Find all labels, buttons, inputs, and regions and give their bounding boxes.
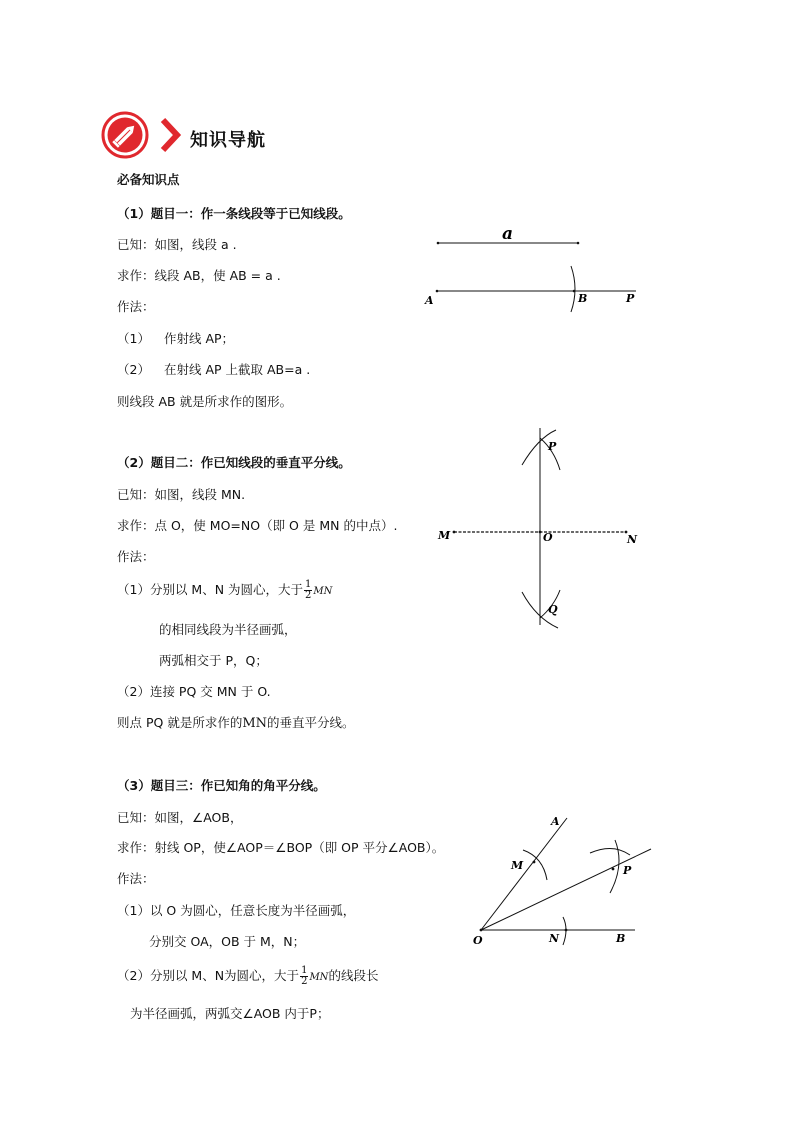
mn-variable: MN [313,586,333,597]
figure-segment-copy [420,218,660,318]
problem-3-known: 已知：如图，∠AOB， [117,810,243,825]
problem-1-method: 作法： [117,299,155,314]
problem-1-step-2: 在射线 AP 上截取 AB=a . [164,362,311,377]
mn-text: MN [242,716,268,731]
label-a: a [502,224,514,244]
chevron-right-icon [158,117,182,153]
label-P: P [626,292,635,305]
label-N: N [627,533,638,546]
label-M: M [438,529,451,542]
figure-angle-bisector [465,805,665,955]
problem-2-find: 求作：点 O，使 MO=NO（即 O 是 MN 的中点）. [117,518,398,533]
problem-2-title: （2）题目二：作已知线段的垂直平分线。 [117,455,351,470]
problem-2-step-1 [117,580,332,601]
problem-2-step-1-cont-2: 两弧相交于 P，Q； [159,653,268,668]
label-O: O [473,934,483,947]
problem-1-find: 求作：线段 AB，使 AB = a . [117,268,281,283]
problem-2-step-1-cont: 的相同线段为半径画弧， [159,622,297,637]
label-O: O [543,531,553,544]
mn-variable: MN [309,972,329,983]
label-P: P [623,864,632,877]
problem-2-step-1-text: （1）分别以 M、N 为圆心，大于 [117,582,304,597]
label-A: A [425,294,434,307]
problem-3-title: （3）题目三：作已知角的角平分线。 [117,778,326,793]
problem-3-step-2: （2）分别以 M、N为圆心，大于 $\frac{1}{2}$ MN的线段长 [117,965,379,987]
problem-1-title: （1）题目一：作一条线段等于已知线段。 [117,206,351,221]
problem-2-method: 作法： [117,549,155,564]
problem-1-step-1: 作射线 AP； [164,331,235,346]
problem-1-known: 已知：如图，线段 a . [117,237,237,252]
problem-2-step-2: （2）连接 PQ 交 MN 于 O. [117,684,271,699]
problem-1-conclusion: 则线段 AB 就是所求作的图形。 [117,394,293,409]
figure-perpendicular-bisector [430,420,650,635]
problem-3-find: 求作：射线 OP，使∠AOP＝∠BOP（即 OP 平分∠AOB）。 [117,840,445,855]
label-B: B [616,932,626,945]
problem-3-step-1: （1）以 O 为圆心，任意长度为半径画弧， [117,903,356,918]
label-B: B [578,292,588,305]
subheading: 必备知识点 [117,172,180,187]
problem-3-step-1-cont: 分别交 OA，OB 于 M，N； [149,934,306,949]
label-Q: Q [548,603,558,616]
problem-2-known: 已知：如图，线段 MN. [117,487,246,502]
problem-3-step-2-cont: 为半径画弧，两弧交∠AOB 内于P； [130,1006,330,1021]
problem-2-conclusion: 则点 PQ 就是所求作的MN的垂直平分线。 [117,715,355,731]
problem-3-method: 作法： [117,871,155,886]
fraction-half: $\frac{1}{2}$ [305,579,312,601]
label-M: M [511,859,524,872]
section-title: 知识导航 [190,130,266,151]
problem-1-step-1-num: （1） [117,331,150,346]
label-N: N [549,932,560,945]
label-P: P [548,440,557,453]
fraction-half: $\frac{1}{2}$ [301,965,308,987]
pencil-icon [100,110,150,160]
label-A: A [551,815,560,828]
problem-1-step-2-num: （2） [117,362,150,377]
